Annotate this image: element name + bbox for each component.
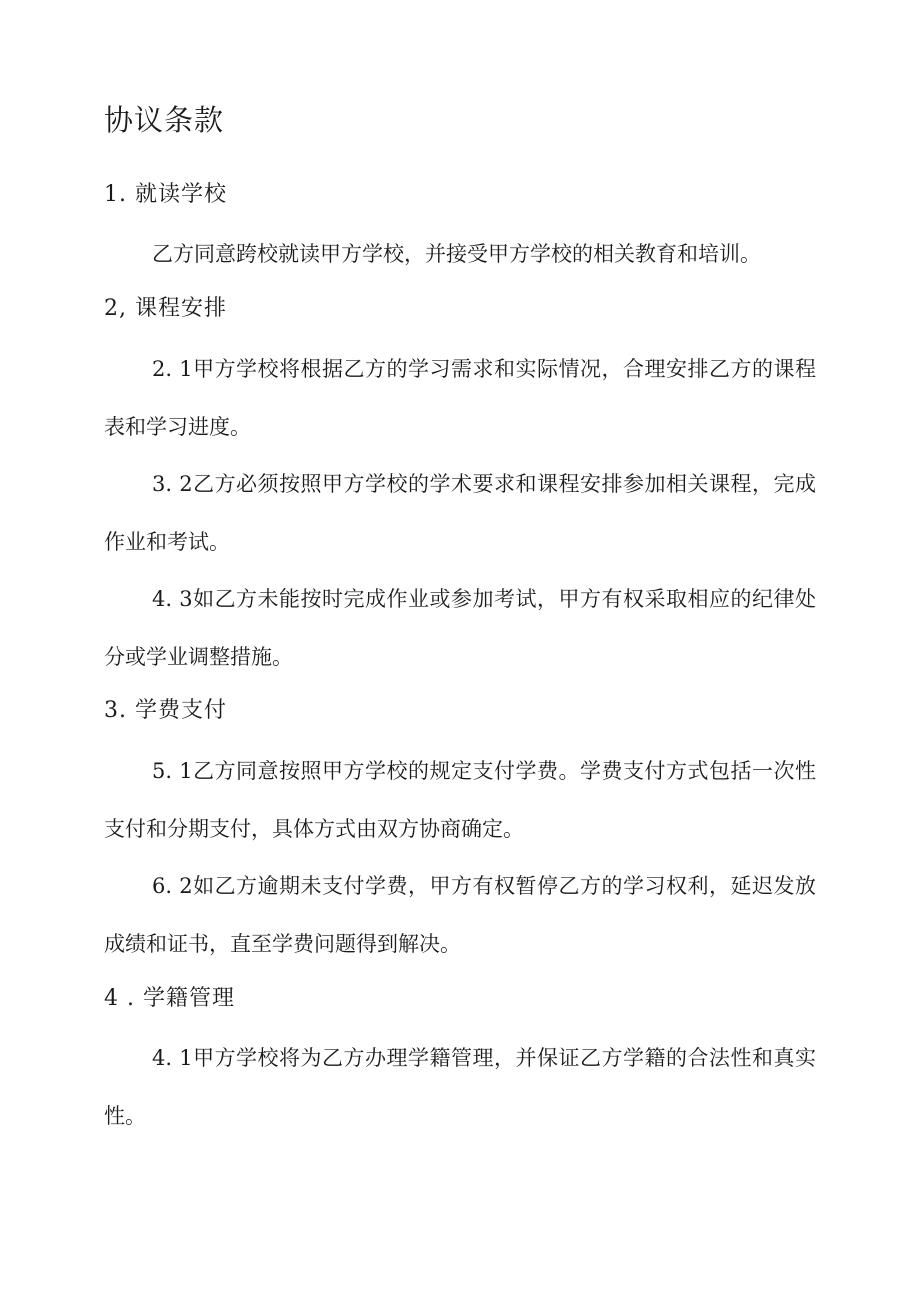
paragraph-tuition-payment: 5. 1乙方同意按照甲方学校的规定支付学费。学费支付方式包括一次性支付和分期支付，具体方式由双方协商确定。	[104, 759, 816, 841]
section-heading-courses: 2, 课程安排	[104, 296, 227, 321]
section-heading-status: 4 . 学籍管理	[104, 986, 235, 1011]
paragraph-course-requirements: 3. 2乙方必须按照甲方学校的学术要求和课程安排参加相关课程，完成作业和考试。	[104, 472, 816, 554]
paragraph-course-schedule: 2. 1甲方学校将根据乙方的学习需求和实际情况，合理安排乙方的课程表和学习进度。	[104, 357, 816, 439]
document-title: 协议条款	[104, 103, 225, 137]
section-heading-tuition: 3. 学费支付	[104, 698, 227, 723]
paragraph-enrollment: 乙方同意跨校就读甲方学校，并接受甲方学校的相关教育和培训。	[152, 242, 761, 266]
paragraph-course-discipline: 4. 3如乙方未能按时完成作业或参加考试，甲方有权采取相应的纪律处分或学业调整措施。	[104, 587, 816, 669]
section-heading-enrollment: 1. 就读学校	[104, 182, 227, 207]
paragraph-tuition-overdue: 6. 2如乙方逾期未支付学费，甲方有权暂停乙方的学习权利，延迟发放成绩和证书，直至学费问题得到解决。	[104, 874, 816, 956]
paragraph-status-management: 4. 1甲方学校将为乙方办理学籍管理，并保证乙方学籍的合法性和真实性。	[104, 1046, 816, 1128]
